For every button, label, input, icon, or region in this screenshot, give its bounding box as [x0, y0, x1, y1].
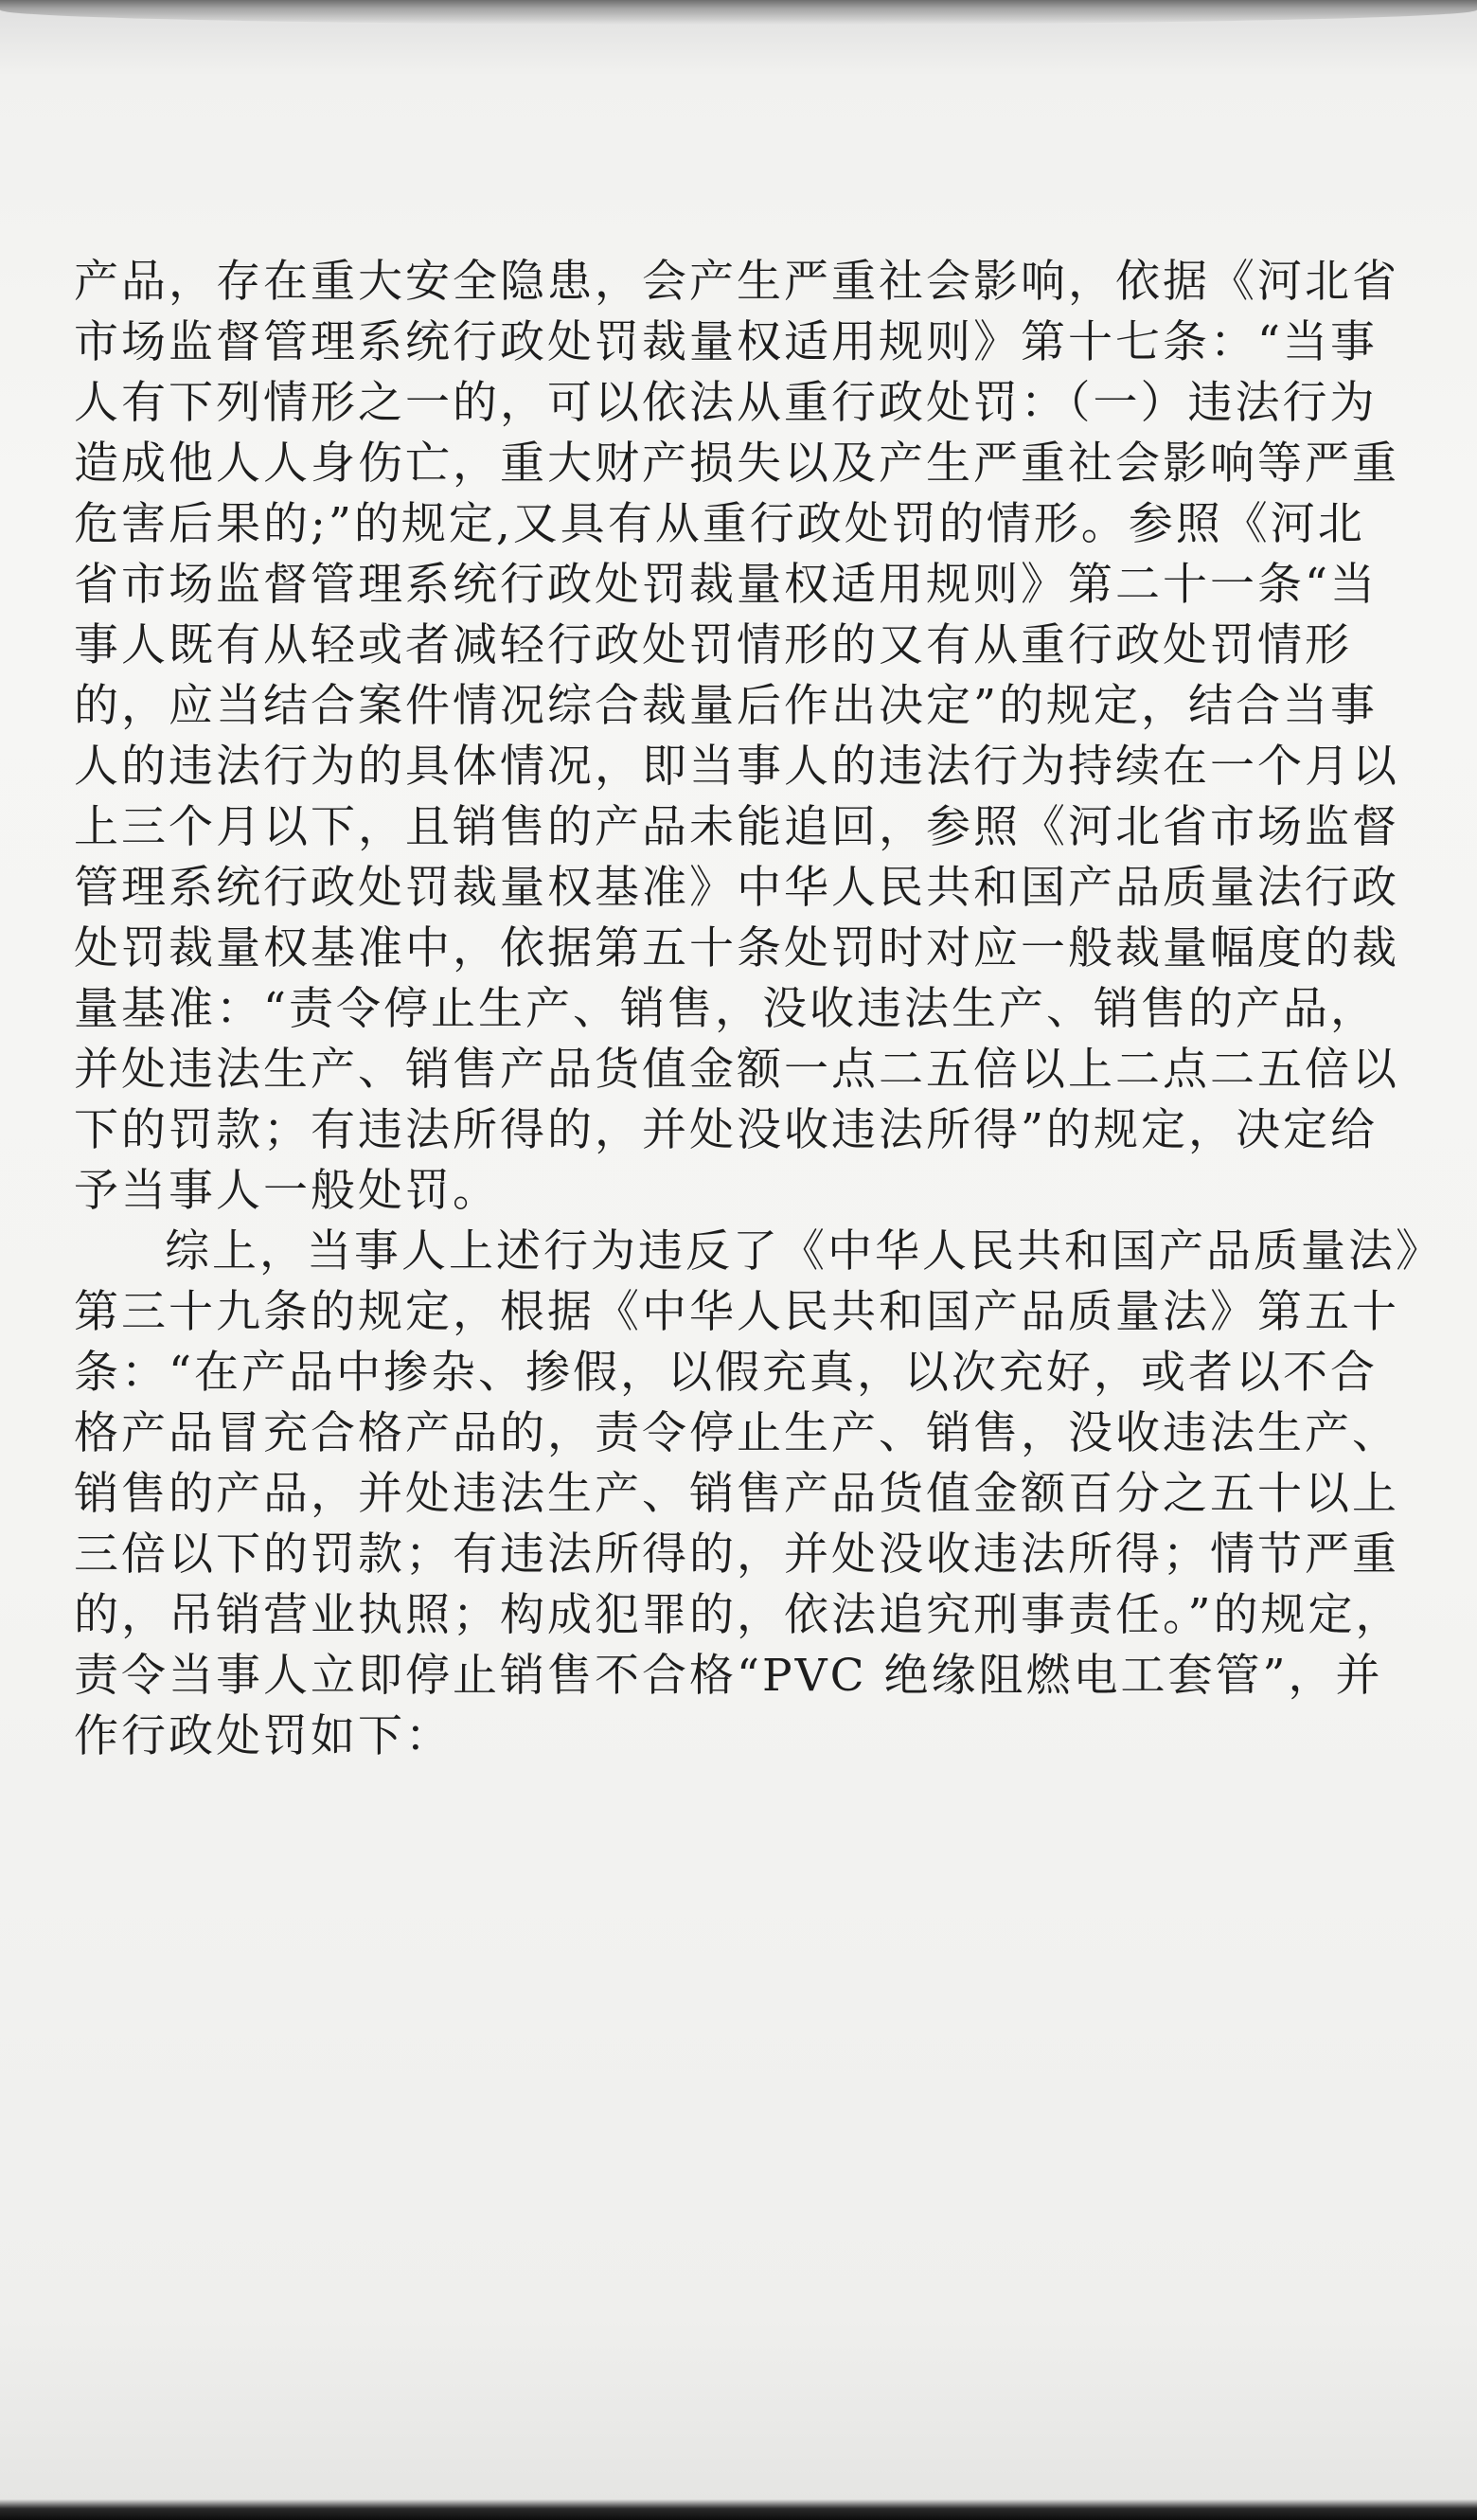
page-top-shadow	[0, 0, 1477, 25]
text-line: 量基准：“责令停止生产、销售，没收违法生产、销售的产品，	[74, 983, 1379, 1035]
text-line: 下的罚款；有违法所得的，并处没收违法所得”的规定，决定给	[74, 1104, 1379, 1156]
page-bottom-edge	[0, 2499, 1477, 2520]
text-line: 管理系统行政处罚裁量权基准》中华人民共和国产品质量法行政	[74, 862, 1399, 914]
document-body	[74, 252, 1443, 1767]
text-line: 第三十九条的规定，根据《中华人民共和国产品质量法》第五十	[74, 1286, 1399, 1338]
text-line: 条：“在产品中掺杂、掺假，以假充真，以次充好，或者以不合	[74, 1347, 1379, 1399]
text-line: 省市场监督管理系统行政处罚裁量权适用规则》第二十一条“当	[74, 559, 1379, 611]
text-line: 危害后果的;”的规定,又具有从重行政处罚的情形。参照《河北	[74, 498, 1365, 550]
text-line: 的，吊销营业执照；构成犯罪的，依法追究刑事责任。”的规定，	[74, 1589, 1403, 1641]
text-line: 市场监督管理系统行政处罚裁量权适用规则》第十七条：“当事	[74, 316, 1379, 368]
text-line: 事人既有从轻或者减轻行政处罚情形的又有从重行政处罚情形	[74, 619, 1352, 671]
text-line: 上三个月以下，且销售的产品未能追回，参照《河北省市场监督	[74, 801, 1399, 853]
text-line: 的，应当结合案件情况综合裁量后作出决定”的规定，结合当事	[74, 680, 1379, 732]
text-line: 产品，存在重大安全隐患，会产生严重社会影响，依据《河北省	[74, 256, 1399, 308]
text-line: 予当事人一般处罚。	[74, 1165, 500, 1217]
text-line: 责令当事人立即停止销售不合格“PVC 绝缘阻燃电工套管”，并	[74, 1650, 1383, 1702]
text-line: 人的违法行为的具体情况，即当事人的违法行为持续在一个月以	[74, 741, 1399, 793]
text-line: 作行政处罚如下：	[74, 1710, 453, 1762]
text-line: 销售的产品，并处违法生产、销售产品货值金额百分之五十以上	[74, 1468, 1399, 1520]
text-line: 三倍以下的罚款；有违法所得的，并处没收违法所得；情节严重	[74, 1528, 1399, 1581]
text-line: 处罚裁量权基准中，依据第五十条处罚时对应一般裁量幅度的裁	[74, 922, 1399, 974]
text-line: 并处违法生产、销售产品货值金额一点二五倍以上二点二五倍以	[74, 1044, 1399, 1096]
text-line: 人有下列情形之一的，可以依法从重行政处罚：（一）违法行为	[74, 377, 1378, 429]
text-line: 综上，当事人上述行为违反了《中华人民共和国产品质量法》	[165, 1225, 1443, 1278]
text-line: 造成他人人身伤亡，重大财产损失以及产生严重社会影响等严重	[74, 438, 1399, 490]
text-line: 格产品冒充合格产品的，责令停止生产、销售，没收违法生产、	[74, 1407, 1399, 1459]
